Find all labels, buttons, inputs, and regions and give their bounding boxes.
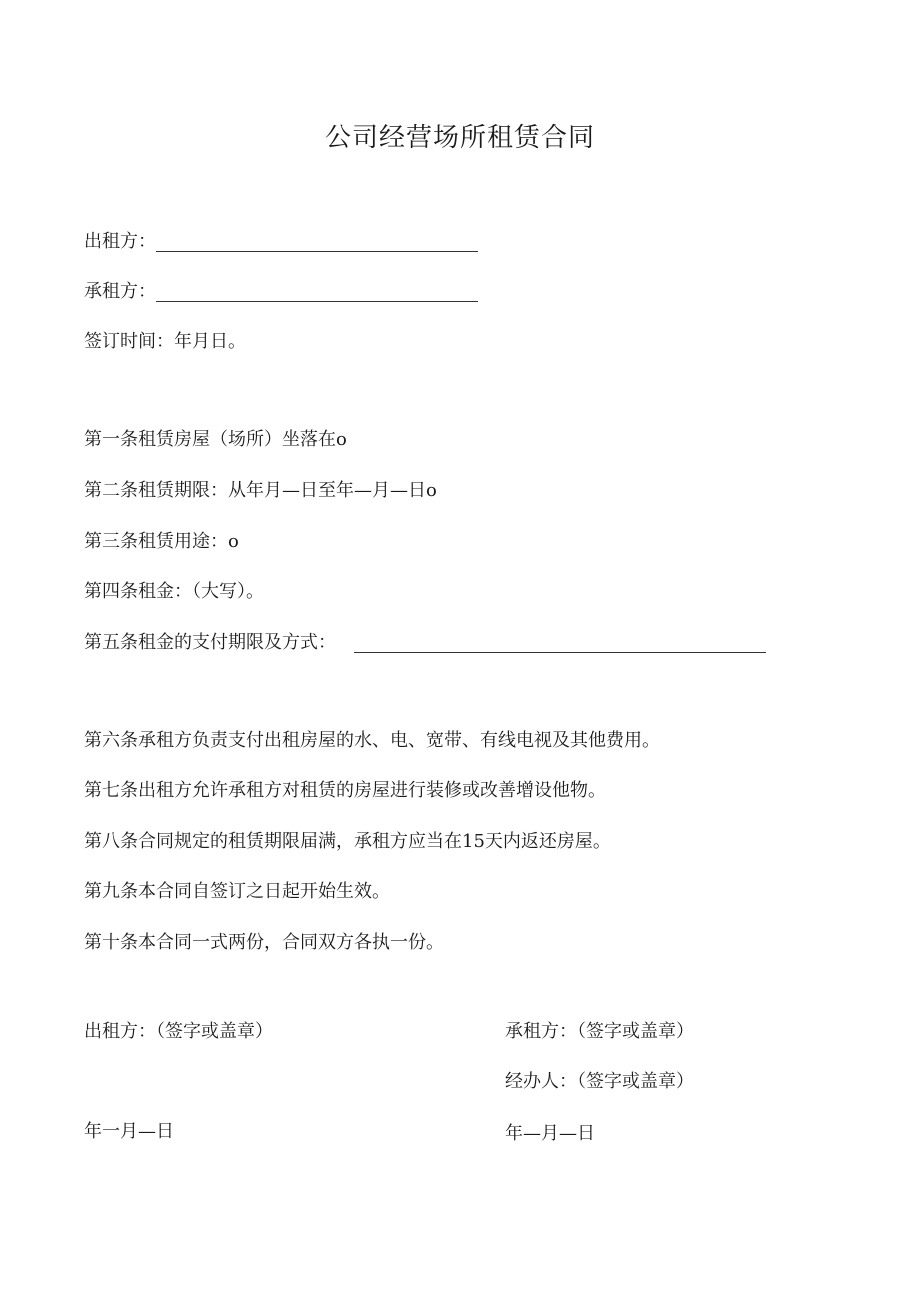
clause-10: 第十条本合同一式两份，合同双方各执一份。 <box>84 932 444 953</box>
clause-9: 第九条本合同自签订之日起开始生效。 <box>84 881 390 902</box>
clause-5-line <box>84 629 766 657</box>
clause-1: 第一条租赁房屋（场所）坐落在o <box>84 429 347 450</box>
clause-4: 第四条租金：（大写）。 <box>84 581 264 602</box>
clause-6: 第六条承租方负责支付出租房屋的水、电、宽带、有线电视及其他费用。 <box>84 730 660 751</box>
clause-8: 第八条合同规定的租赁期限届满，承租方应当在15天内返还房屋。 <box>84 831 611 852</box>
lessee-blank <box>156 281 478 302</box>
clause-7: 第七条出租方允许承租方对租赁的房屋进行装修或改善增设他物。 <box>84 780 606 801</box>
lessor-label: 出租方： <box>84 231 156 252</box>
lessor-blank <box>156 231 478 252</box>
agent-signature: 经办人：（签字或盖章） <box>505 1071 694 1092</box>
clause-5: 第五条租金的支付期限及方式： <box>84 632 336 653</box>
lessee-signature: 承租方：（签字或盖章） <box>505 1021 694 1042</box>
lessor-line <box>84 228 478 256</box>
lessor-signature: 出租方：（签字或盖章） <box>84 1021 273 1042</box>
lessee-line <box>84 278 478 306</box>
clause-3: 第三条租赁用途：o <box>84 531 239 552</box>
clause-2: 第二条租赁期限：从年月—日至年—月—日o <box>84 480 437 501</box>
document-title: 公司经营场所租赁合同 <box>324 123 595 153</box>
lessee-signature-date: 年—月—日 <box>505 1123 595 1144</box>
payment-method-blank <box>354 632 766 653</box>
lessee-label: 承租方： <box>84 281 156 302</box>
sign-date: 签订时间：年月日。 <box>84 331 246 352</box>
lessor-signature-date: 年一月—日 <box>84 1121 174 1142</box>
